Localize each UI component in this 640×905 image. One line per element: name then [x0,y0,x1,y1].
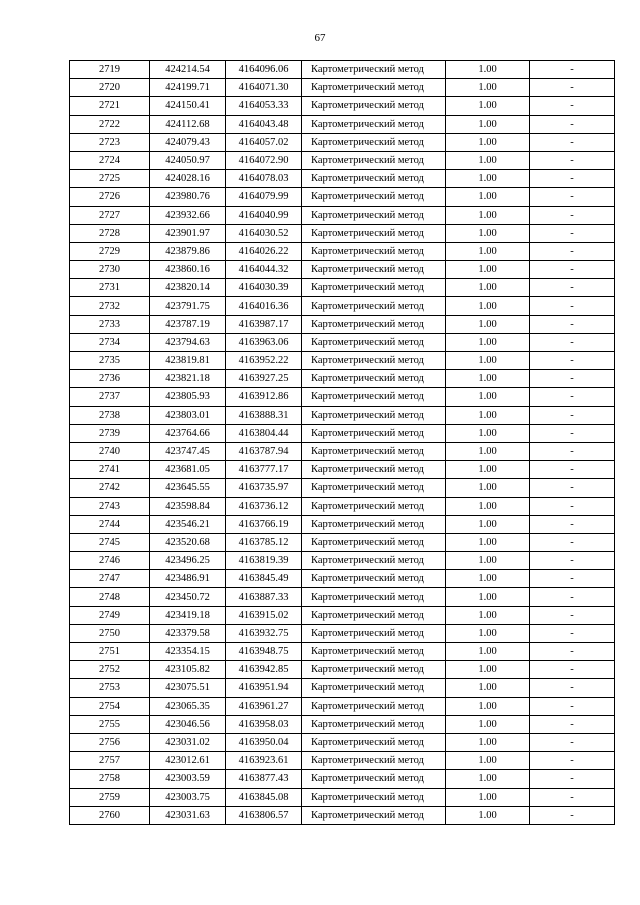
method-cell: Картометрический метод [302,133,446,151]
method-cell: Картометрический метод [302,806,446,824]
method-cell: Картометрический метод [302,151,446,169]
x-coordinate-cell: 424199.71 [150,79,226,97]
x-coordinate-cell: 423787.19 [150,315,226,333]
method-cell: Картометрический метод [302,588,446,606]
x-coordinate-cell: 423820.14 [150,279,226,297]
point-number-cell: 2730 [70,261,150,279]
x-coordinate-cell: 423354.15 [150,643,226,661]
method-cell: Картометрический метод [302,352,446,370]
x-coordinate-cell: 423821.18 [150,370,226,388]
description-cell: - [530,442,615,460]
y-coordinate-cell: 4163915.02 [226,606,302,624]
table-row [70,242,615,260]
table-row [70,770,615,788]
method-cell: Картометрический метод [302,188,446,206]
description-cell: - [530,643,615,661]
point-number-cell: 2724 [70,151,150,169]
description-cell: - [530,224,615,242]
accuracy-cell: 1.00 [446,788,530,806]
method-cell: Картометрический метод [302,406,446,424]
description-cell: - [530,315,615,333]
description-cell: - [530,297,615,315]
point-number-cell: 2742 [70,479,150,497]
point-number-cell: 2747 [70,570,150,588]
y-coordinate-cell: 4164030.39 [226,279,302,297]
description-cell: - [530,61,615,79]
method-cell: Картометрический метод [302,479,446,497]
description-cell: - [530,606,615,624]
x-coordinate-cell: 423932.66 [150,206,226,224]
description-cell: - [530,97,615,115]
description-cell: - [530,497,615,515]
point-number-cell: 2726 [70,188,150,206]
point-number-cell: 2752 [70,661,150,679]
y-coordinate-cell: 4164053.33 [226,97,302,115]
accuracy-cell: 1.00 [446,170,530,188]
x-coordinate-cell: 423520.68 [150,533,226,551]
x-coordinate-cell: 423419.18 [150,606,226,624]
method-cell: Картометрический метод [302,297,446,315]
description-cell: - [530,624,615,642]
accuracy-cell: 1.00 [446,151,530,169]
table-row [70,552,615,570]
accuracy-cell: 1.00 [446,188,530,206]
y-coordinate-cell: 4164057.02 [226,133,302,151]
method-cell: Картометрический метод [302,279,446,297]
method-cell: Картометрический метод [302,733,446,751]
description-cell: - [530,333,615,351]
accuracy-cell: 1.00 [446,570,530,588]
x-coordinate-cell: 423046.56 [150,715,226,733]
description-cell: - [530,151,615,169]
x-coordinate-cell: 423065.35 [150,697,226,715]
description-cell: - [530,588,615,606]
point-number-cell: 2721 [70,97,150,115]
coordinates-table-body [70,61,615,825]
description-cell: - [530,388,615,406]
accuracy-cell: 1.00 [446,315,530,333]
method-cell: Картометрический метод [302,770,446,788]
description-cell: - [530,533,615,551]
table-row [70,643,615,661]
accuracy-cell: 1.00 [446,333,530,351]
description-cell: - [530,279,615,297]
y-coordinate-cell: 4163950.04 [226,733,302,751]
y-coordinate-cell: 4164079.99 [226,188,302,206]
description-cell: - [530,752,615,770]
x-coordinate-cell: 424112.68 [150,115,226,133]
method-cell: Картометрический метод [302,61,446,79]
accuracy-cell: 1.00 [446,370,530,388]
table-row [70,806,615,824]
point-number-cell: 2722 [70,115,150,133]
point-number-cell: 2755 [70,715,150,733]
description-cell: - [530,79,615,97]
x-coordinate-cell: 423747.45 [150,442,226,460]
accuracy-cell: 1.00 [446,424,530,442]
accuracy-cell: 1.00 [446,661,530,679]
table-row [70,151,615,169]
coordinates-table [69,60,615,825]
y-coordinate-cell: 4163766.19 [226,515,302,533]
description-cell: - [530,242,615,260]
table-row [70,715,615,733]
accuracy-cell: 1.00 [446,61,530,79]
description-cell: - [530,679,615,697]
table-row [70,679,615,697]
x-coordinate-cell: 423031.02 [150,733,226,751]
x-coordinate-cell: 423791.75 [150,297,226,315]
y-coordinate-cell: 4164043.48 [226,115,302,133]
y-coordinate-cell: 4163887.33 [226,588,302,606]
x-coordinate-cell: 423105.82 [150,661,226,679]
accuracy-cell: 1.00 [446,733,530,751]
description-cell: - [530,170,615,188]
description-cell: - [530,133,615,151]
description-cell: - [530,424,615,442]
description-cell: - [530,552,615,570]
y-coordinate-cell: 4163912.86 [226,388,302,406]
accuracy-cell: 1.00 [446,388,530,406]
x-coordinate-cell: 423764.66 [150,424,226,442]
point-number-cell: 2732 [70,297,150,315]
accuracy-cell: 1.00 [446,552,530,570]
y-coordinate-cell: 4163961.27 [226,697,302,715]
x-coordinate-cell: 423496.25 [150,552,226,570]
point-number-cell: 2759 [70,788,150,806]
y-coordinate-cell: 4163804.44 [226,424,302,442]
table-row [70,133,615,151]
accuracy-cell: 1.00 [446,442,530,460]
x-coordinate-cell: 423645.55 [150,479,226,497]
accuracy-cell: 1.00 [446,679,530,697]
y-coordinate-cell: 4163888.31 [226,406,302,424]
accuracy-cell: 1.00 [446,206,530,224]
x-coordinate-cell: 423805.93 [150,388,226,406]
table-row [70,461,615,479]
description-cell: - [530,115,615,133]
accuracy-cell: 1.00 [446,352,530,370]
point-number-cell: 2741 [70,461,150,479]
accuracy-cell: 1.00 [446,497,530,515]
point-number-cell: 2748 [70,588,150,606]
y-coordinate-cell: 4163952.22 [226,352,302,370]
description-cell: - [530,461,615,479]
point-number-cell: 2749 [70,606,150,624]
method-cell: Картометрический метод [302,424,446,442]
y-coordinate-cell: 4164078.03 [226,170,302,188]
table-row [70,352,615,370]
y-coordinate-cell: 4163845.49 [226,570,302,588]
x-coordinate-cell: 424214.54 [150,61,226,79]
description-cell: - [530,806,615,824]
x-coordinate-cell: 423980.76 [150,188,226,206]
description-cell: - [530,697,615,715]
point-number-cell: 2729 [70,242,150,260]
x-coordinate-cell: 423681.05 [150,461,226,479]
point-number-cell: 2745 [70,533,150,551]
point-number-cell: 2738 [70,406,150,424]
y-coordinate-cell: 4163777.17 [226,461,302,479]
x-coordinate-cell: 423003.75 [150,788,226,806]
x-coordinate-cell: 424079.43 [150,133,226,151]
table-row [70,224,615,242]
x-coordinate-cell: 423901.97 [150,224,226,242]
accuracy-cell: 1.00 [446,97,530,115]
table-row [70,261,615,279]
y-coordinate-cell: 4164044.32 [226,261,302,279]
method-cell: Картометрический метод [302,661,446,679]
description-cell: - [530,715,615,733]
y-coordinate-cell: 4164030.52 [226,224,302,242]
point-number-cell: 2746 [70,552,150,570]
y-coordinate-cell: 4163877.43 [226,770,302,788]
method-cell: Картометрический метод [302,97,446,115]
x-coordinate-cell: 423012.61 [150,752,226,770]
table-row [70,533,615,551]
y-coordinate-cell: 4163963.06 [226,333,302,351]
point-number-cell: 2723 [70,133,150,151]
y-coordinate-cell: 4163806.57 [226,806,302,824]
method-cell: Картометрический метод [302,370,446,388]
point-number-cell: 2731 [70,279,150,297]
accuracy-cell: 1.00 [446,752,530,770]
accuracy-cell: 1.00 [446,697,530,715]
x-coordinate-cell: 423450.72 [150,588,226,606]
accuracy-cell: 1.00 [446,406,530,424]
point-number-cell: 2760 [70,806,150,824]
method-cell: Картометрический метод [302,461,446,479]
point-number-cell: 2744 [70,515,150,533]
x-coordinate-cell: 423075.51 [150,679,226,697]
table-row [70,297,615,315]
description-cell: - [530,370,615,388]
accuracy-cell: 1.00 [446,261,530,279]
point-number-cell: 2754 [70,697,150,715]
accuracy-cell: 1.00 [446,588,530,606]
point-number-cell: 2756 [70,733,150,751]
x-coordinate-cell: 423803.01 [150,406,226,424]
table-row [70,733,615,751]
description-cell: - [530,206,615,224]
accuracy-cell: 1.00 [446,624,530,642]
description-cell: - [530,770,615,788]
accuracy-cell: 1.00 [446,115,530,133]
method-cell: Картометрический метод [302,624,446,642]
y-coordinate-cell: 4163785.12 [226,533,302,551]
point-number-cell: 2720 [70,79,150,97]
point-number-cell: 2733 [70,315,150,333]
description-cell: - [530,570,615,588]
method-cell: Картометрический метод [302,388,446,406]
method-cell: Картометрический метод [302,224,446,242]
point-number-cell: 2743 [70,497,150,515]
y-coordinate-cell: 4164071.30 [226,79,302,97]
accuracy-cell: 1.00 [446,224,530,242]
x-coordinate-cell: 423819.81 [150,352,226,370]
table-row [70,424,615,442]
method-cell: Картометрический метод [302,206,446,224]
x-coordinate-cell: 424150.41 [150,97,226,115]
method-cell: Картометрический метод [302,697,446,715]
method-cell: Картометрический метод [302,788,446,806]
point-number-cell: 2757 [70,752,150,770]
accuracy-cell: 1.00 [446,297,530,315]
accuracy-cell: 1.00 [446,806,530,824]
x-coordinate-cell: 424028.16 [150,170,226,188]
y-coordinate-cell: 4163923.61 [226,752,302,770]
description-cell: - [530,479,615,497]
point-number-cell: 2734 [70,333,150,351]
accuracy-cell: 1.00 [446,533,530,551]
method-cell: Картометрический метод [302,497,446,515]
accuracy-cell: 1.00 [446,715,530,733]
accuracy-cell: 1.00 [446,242,530,260]
point-number-cell: 2753 [70,679,150,697]
x-coordinate-cell: 423379.58 [150,624,226,642]
y-coordinate-cell: 4163736.12 [226,497,302,515]
description-cell: - [530,188,615,206]
table-row [70,479,615,497]
accuracy-cell: 1.00 [446,133,530,151]
table-row [70,661,615,679]
point-number-cell: 2737 [70,388,150,406]
method-cell: Картометрический метод [302,79,446,97]
x-coordinate-cell: 423546.21 [150,515,226,533]
table-row [70,170,615,188]
point-number-cell: 2740 [70,442,150,460]
x-coordinate-cell: 423003.59 [150,770,226,788]
y-coordinate-cell: 4164016.36 [226,297,302,315]
table-row [70,333,615,351]
method-cell: Картометрический метод [302,679,446,697]
accuracy-cell: 1.00 [446,279,530,297]
accuracy-cell: 1.00 [446,606,530,624]
table-row [70,370,615,388]
y-coordinate-cell: 4164096.06 [226,61,302,79]
table-row [70,497,615,515]
description-cell: - [530,661,615,679]
y-coordinate-cell: 4164072.90 [226,151,302,169]
x-coordinate-cell: 423794.63 [150,333,226,351]
method-cell: Картометрический метод [302,752,446,770]
table-row [70,752,615,770]
point-number-cell: 2758 [70,770,150,788]
y-coordinate-cell: 4163948.75 [226,643,302,661]
method-cell: Картометрический метод [302,570,446,588]
accuracy-cell: 1.00 [446,79,530,97]
table-row [70,588,615,606]
table-row [70,188,615,206]
method-cell: Картометрический метод [302,606,446,624]
y-coordinate-cell: 4163942.85 [226,661,302,679]
x-coordinate-cell: 424050.97 [150,151,226,169]
x-coordinate-cell: 423860.16 [150,261,226,279]
description-cell: - [530,788,615,806]
point-number-cell: 2751 [70,643,150,661]
method-cell: Картометрический метод [302,515,446,533]
table-row [70,115,615,133]
table-row [70,624,615,642]
description-cell: - [530,733,615,751]
method-cell: Картометрический метод [302,115,446,133]
point-number-cell: 2727 [70,206,150,224]
accuracy-cell: 1.00 [446,515,530,533]
y-coordinate-cell: 4163927.25 [226,370,302,388]
table-row [70,206,615,224]
method-cell: Картометрический метод [302,315,446,333]
table-row [70,97,615,115]
x-coordinate-cell: 423879.86 [150,242,226,260]
x-coordinate-cell: 423031.63 [150,806,226,824]
table-row [70,570,615,588]
y-coordinate-cell: 4163958.03 [226,715,302,733]
method-cell: Картометрический метод [302,715,446,733]
table-row [70,697,615,715]
method-cell: Картометрический метод [302,333,446,351]
x-coordinate-cell: 423486.91 [150,570,226,588]
y-coordinate-cell: 4163819.39 [226,552,302,570]
y-coordinate-cell: 4163951.94 [226,679,302,697]
accuracy-cell: 1.00 [446,770,530,788]
y-coordinate-cell: 4164040.99 [226,206,302,224]
description-cell: - [530,406,615,424]
method-cell: Картометрический метод [302,533,446,551]
table-row [70,279,615,297]
y-coordinate-cell: 4163787.94 [226,442,302,460]
method-cell: Картометрический метод [302,442,446,460]
y-coordinate-cell: 4163987.17 [226,315,302,333]
point-number-cell: 2739 [70,424,150,442]
description-cell: - [530,515,615,533]
y-coordinate-cell: 4163735.97 [226,479,302,497]
accuracy-cell: 1.00 [446,643,530,661]
y-coordinate-cell: 4164026.22 [226,242,302,260]
description-cell: - [530,261,615,279]
accuracy-cell: 1.00 [446,479,530,497]
table-row [70,79,615,97]
method-cell: Картометрический метод [302,552,446,570]
table-row [70,442,615,460]
table-row [70,788,615,806]
accuracy-cell: 1.00 [446,461,530,479]
method-cell: Картометрический метод [302,643,446,661]
method-cell: Картометрический метод [302,242,446,260]
point-number-cell: 2728 [70,224,150,242]
table-row [70,61,615,79]
method-cell: Картометрический метод [302,261,446,279]
point-number-cell: 2736 [70,370,150,388]
table-row [70,515,615,533]
method-cell: Картометрический метод [302,170,446,188]
description-cell: - [530,352,615,370]
y-coordinate-cell: 4163845.08 [226,788,302,806]
table-row [70,388,615,406]
y-coordinate-cell: 4163932.75 [226,624,302,642]
x-coordinate-cell: 423598.84 [150,497,226,515]
point-number-cell: 2719 [70,61,150,79]
point-number-cell: 2725 [70,170,150,188]
table-row [70,315,615,333]
point-number-cell: 2750 [70,624,150,642]
table-row [70,406,615,424]
table-row [70,606,615,624]
point-number-cell: 2735 [70,352,150,370]
page-number: 67 [314,32,326,44]
